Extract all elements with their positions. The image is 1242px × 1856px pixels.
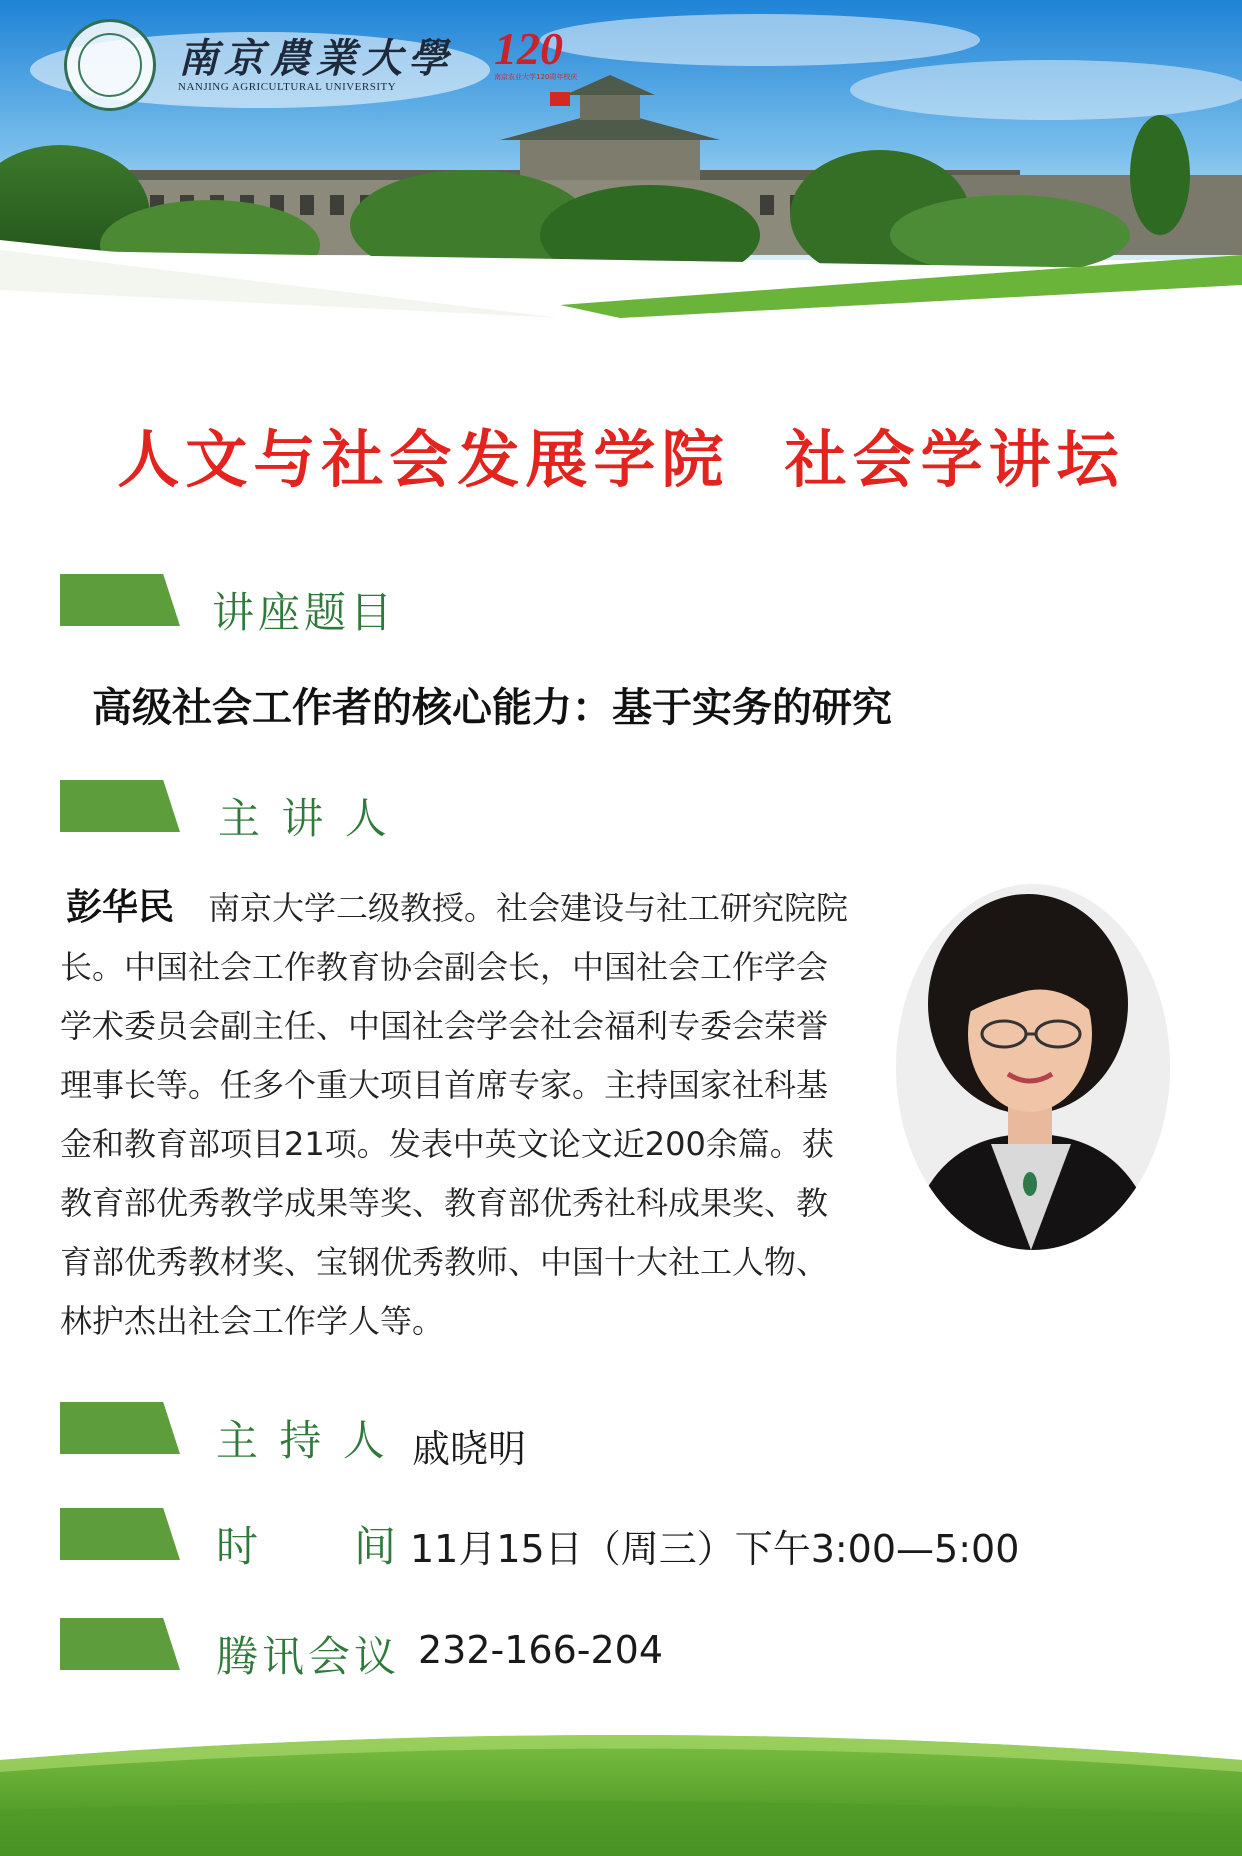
anniversary-logo: [494, 22, 604, 106]
host-name: 戚晓明: [412, 1427, 527, 1471]
page-title: 人文与社会发展学院 社会学讲坛: [117, 423, 1125, 496]
footer-grass: [0, 1720, 1242, 1856]
meeting-label: 腾讯会议: [216, 1632, 401, 1681]
section-marker: [60, 1508, 180, 1560]
speaker-bio: 南京大学二级教授。社会建设与社工研究院院长。中国社会工作教育协会副会长，中国社会工作学会学术委员会副主任、中国社会学会社会福利专委会荣誉理事长等。任多个重大项目首席专家。主持国家社科基金和教育部项目21项。发表中英文论文近200余篇。获教育部优秀教学成果等奖、教育部优秀社科成果奖、教育部优秀教材奖、宝钢优秀教师、中国十大社工人物、林护杰出社会工作学人等。: [60, 889, 849, 1340]
speaker-label: 主 讲 人: [218, 794, 391, 843]
lecture-topic: 高级社会工作者的核心能力：基于实务的研究: [92, 685, 892, 731]
speaker-photo: [896, 884, 1170, 1250]
section-marker: [60, 1402, 180, 1454]
university-name-cn: 南京農業大學: [178, 35, 454, 82]
section-marker: [60, 574, 180, 626]
section-marker: [60, 780, 180, 832]
header-banner: [0, 0, 1242, 330]
speaker-name: 彭华民: [66, 887, 175, 928]
flag-icon: [550, 92, 570, 106]
anniversary-subtitle: 南京农业大学120周年校庆: [494, 72, 578, 81]
anniversary-number: 120: [494, 22, 563, 74]
university-logo-bar: [64, 22, 604, 100]
university-name-en: NANJING AGRICULTURAL UNIVERSITY: [178, 81, 397, 93]
host-label: 主 持 人: [216, 1416, 389, 1465]
university-seal-icon: [64, 19, 156, 111]
time-value: 11月15日（周三）下午3:00—5:00: [410, 1527, 1020, 1571]
topic-label: 讲座题目: [212, 588, 397, 637]
meeting-id: 232-166-204: [418, 1628, 664, 1672]
section-marker: [60, 1618, 180, 1670]
speaker-bio-block: [60, 878, 850, 1351]
time-label: 时 间: [216, 1522, 401, 1571]
